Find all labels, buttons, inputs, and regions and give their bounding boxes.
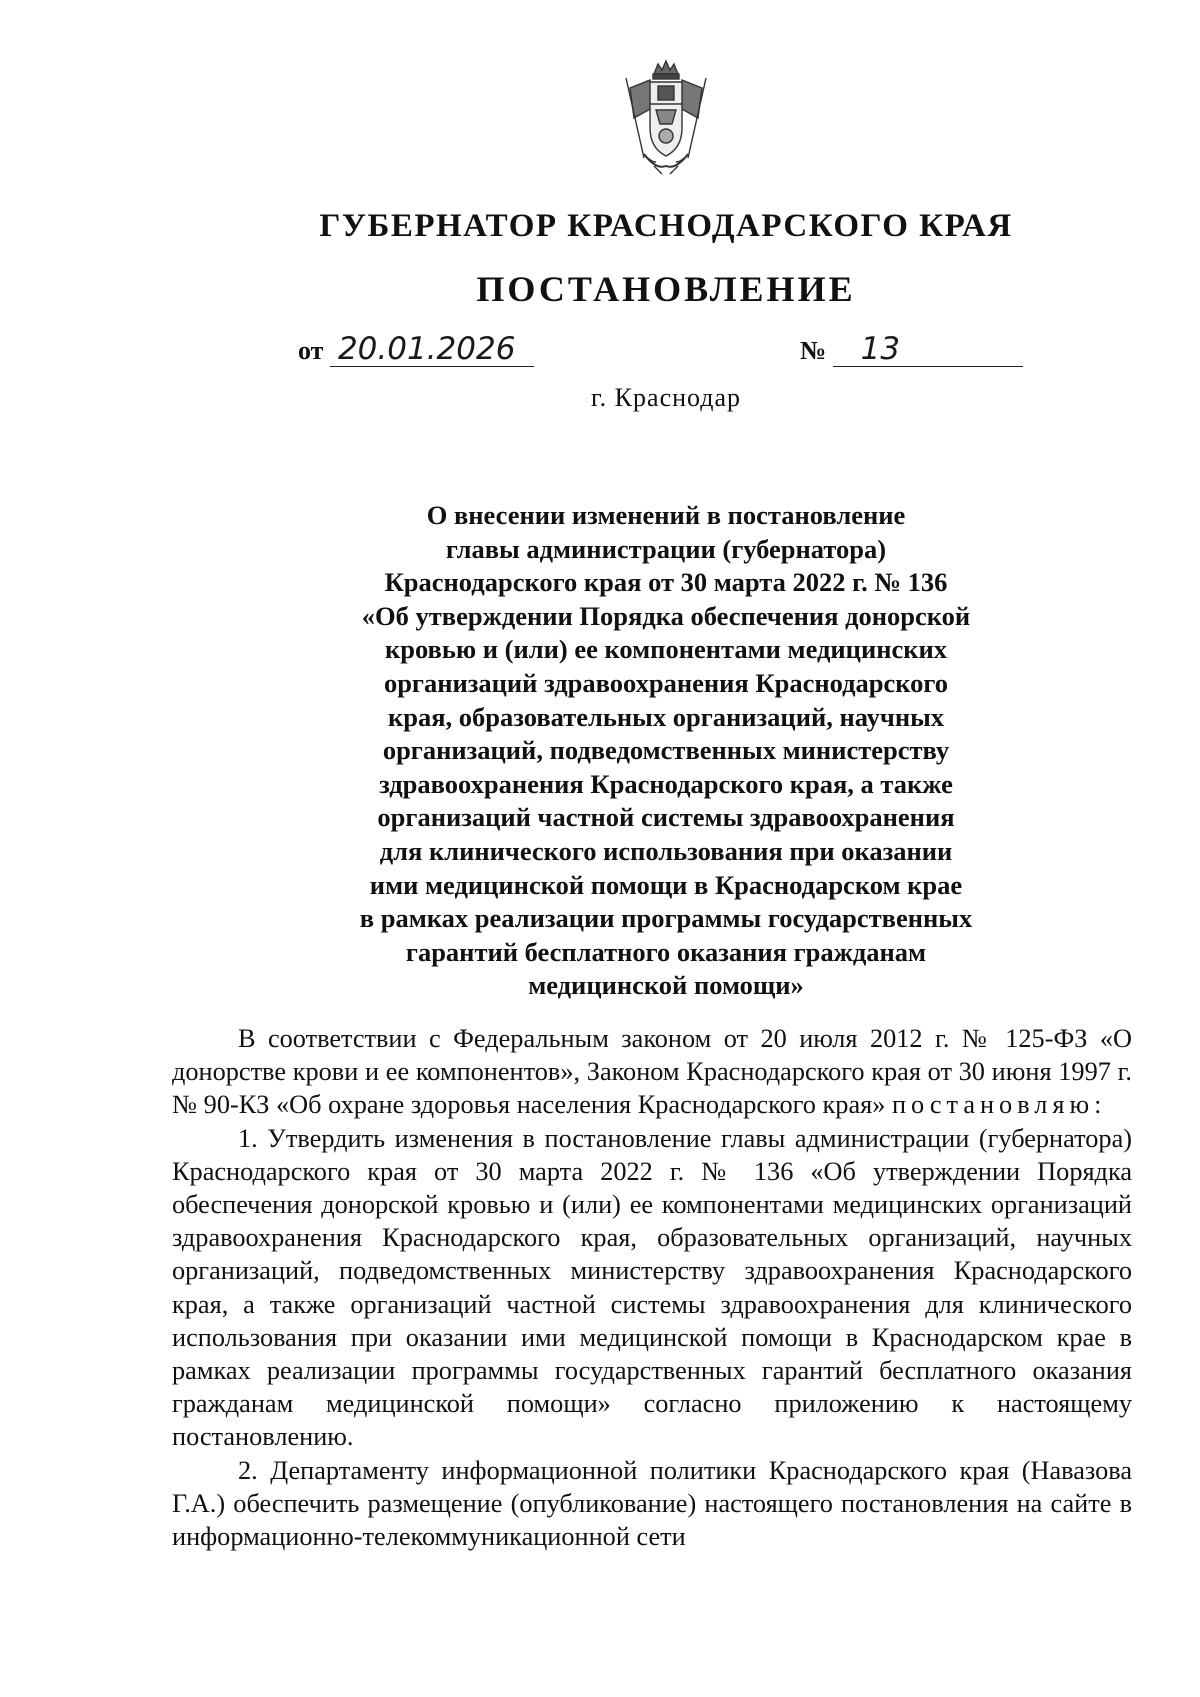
title-line: гарантий бесплатного оказания гражданам <box>405 936 927 967</box>
title-line: организаций частной системы здравоохранения <box>377 802 955 833</box>
item-2-paragraph: 2. Департаменту информационной политики Краснодарского края (Навазова Г.А.) обеспечить размещение (опубликование) настоящего постановления на сайте в информационно-телекоммуникационной сети <box>172 1455 1132 1552</box>
number-field <box>800 332 1023 367</box>
item-1-paragraph: 1. Утвердить изменения в постановление главы администрации (губернатора) Краснодарского края от 30 марта 2022 г. № 136 «Об утверждении Порядка обеспечения донорской кровью и (или) ее компонентами медицинских организаций здравоохранения Краснодарского края, образовательных организаций, научных организаций, подведомственных министерству здравоохранения Краснодарского края, а также организаций частной системы здравоохранения для клинического использования при оказании ими медицинской помощи в Краснодарском крае в рамках реализации программы государственных гарантий бесплатного оказания гражданам медицинской помощи» согласно приложению к настоящему постановлению. <box>172 1123 1132 1452</box>
title-line: кровью и (или) ее компонентами медицинских <box>384 634 948 665</box>
title-line: «Об утверждении Порядка обеспечения донорской <box>361 600 971 631</box>
issuing-authority: ГУБЕРНАТОР КРАСНОДАРСКОГО КРАЯ <box>319 208 1013 244</box>
document-body <box>172 1022 1132 1553</box>
title-line: организаций здравоохранения Краснодарского <box>383 667 949 698</box>
title-line: здравоохранения Краснодарского края, а также <box>379 768 953 799</box>
document-title <box>300 499 1032 1003</box>
date-field <box>298 332 534 367</box>
title-line: организаций, подведомственных министерству <box>382 735 950 766</box>
decree-word: постановляю: <box>891 1090 1107 1120</box>
title-line: в рамках реализации программы государственных <box>359 903 973 934</box>
preamble-text: В соответствии с Федеральным законом от 20 июля 2012 г. № 125-ФЗ «О донорстве крови и ее компонентов», Законом Краснодарского края от 30 июня 1997 г. № 90-КЗ «Об охране здоровья населения Краснодарского края» <box>172 1024 1132 1120</box>
title-line: главы администрации (губернатора) <box>445 533 887 564</box>
title-line: Краснодарского края от 30 марта 2022 г. № 136 <box>384 567 948 598</box>
title-line: О внесении изменений в постановление <box>426 500 906 530</box>
date-prefix: от <box>298 336 324 365</box>
title-line: для клинического использования при оказании <box>379 835 953 866</box>
document-type: ПОСТАНОВЛЕНИЕ <box>476 269 856 309</box>
title-line: ими медицинской помощи в Краснодарском крае <box>369 869 963 900</box>
handwritten-number: 13 <box>833 332 1023 367</box>
handwritten-date: 20.01.2026 <box>330 332 534 367</box>
coat-of-arms-icon <box>615 58 717 178</box>
title-line: края, образовательных организаций, научных <box>387 701 945 732</box>
number-prefix: № <box>800 336 827 365</box>
city: г. Краснодар <box>590 383 742 412</box>
title-line: медицинской помощи» <box>528 970 804 1001</box>
preamble-paragraph <box>172 1022 1132 1122</box>
